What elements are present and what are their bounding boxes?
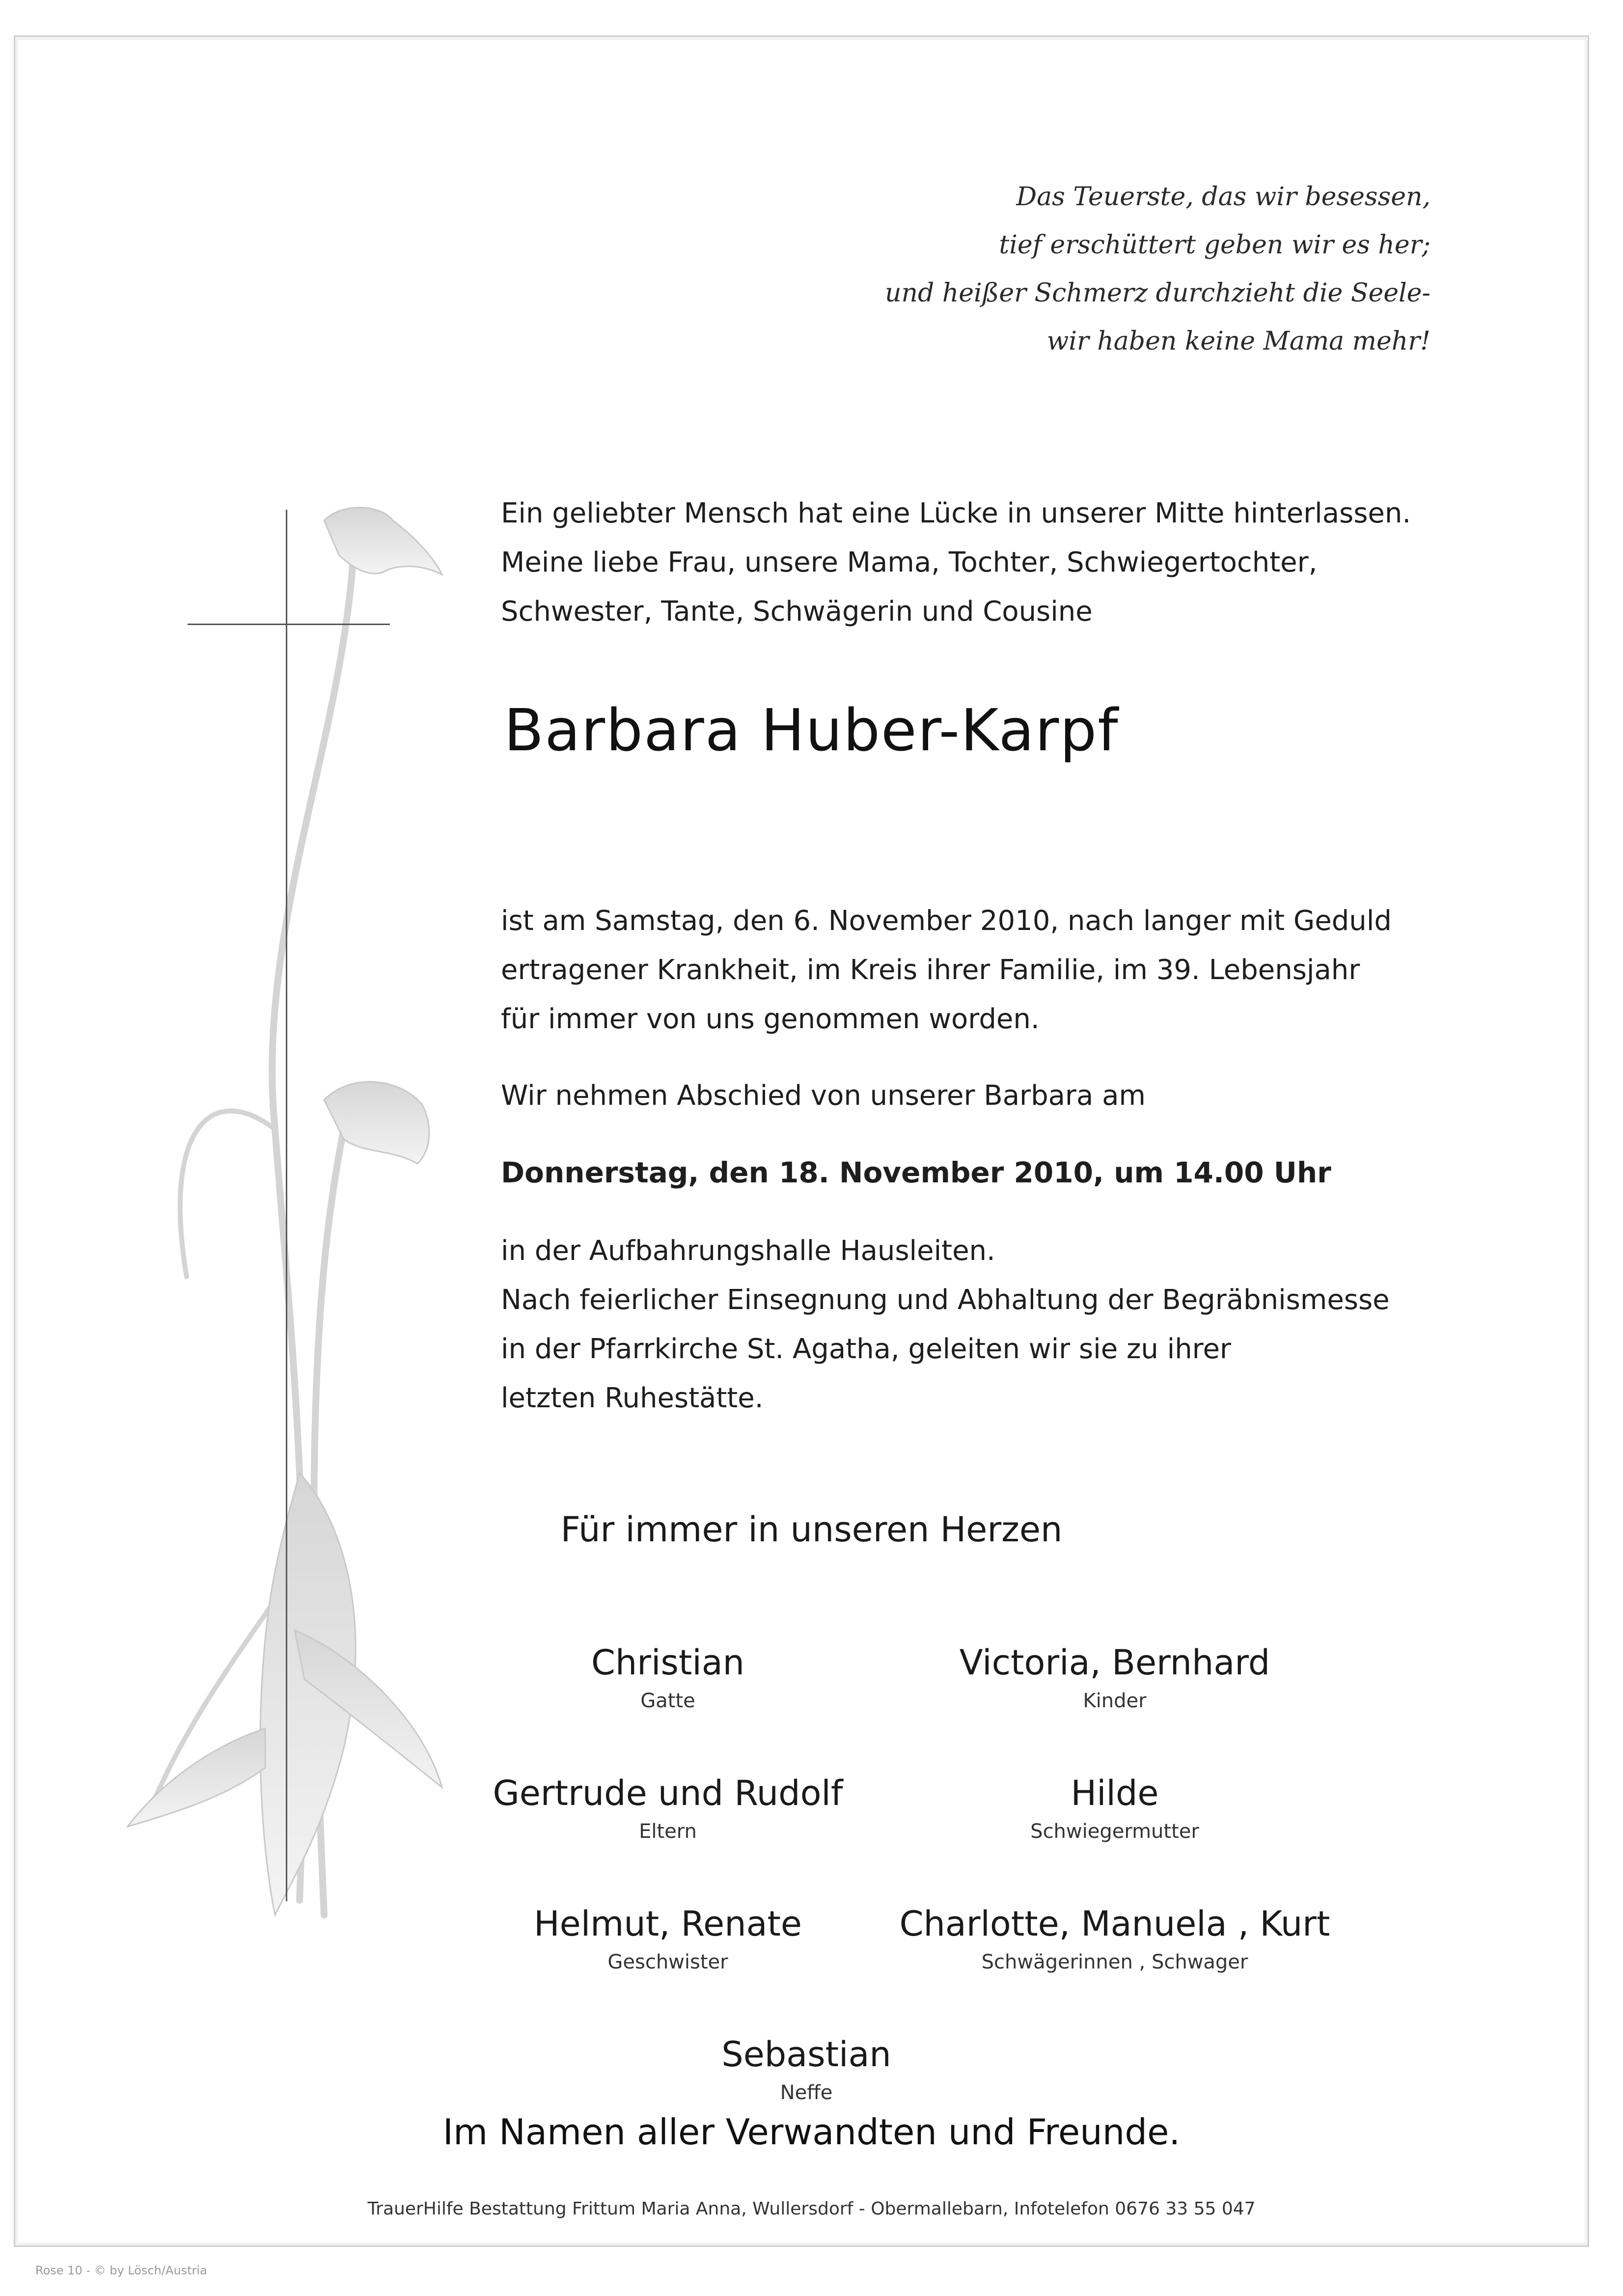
mourner-role: Eltern (639, 1820, 697, 1843)
mourner-name: Charlotte, Manuela , Kurt (899, 1904, 1330, 1944)
mourner-role: Gatte (640, 1690, 695, 1712)
death-notice-line: für immer von uns genommen worden. (501, 1003, 1040, 1035)
intro-paragraph (501, 489, 1411, 636)
mourner-entry (679, 2031, 934, 2107)
cross-horizontal-bar (188, 624, 390, 625)
funeral-date: Donnerstag, den 18. November 2010, um 14.00 Uhr (501, 1156, 1331, 1189)
death-notice (501, 897, 1392, 1044)
mourner-entry (869, 1770, 1360, 1846)
mourner-role: Geschwister (607, 1951, 728, 1973)
mourner-entry (869, 1639, 1360, 1716)
intro-line: Ein geliebter Mensch hat eine Lücke in unserer Mitte hinterlassen. (501, 497, 1411, 529)
mourner-name: Christian (591, 1642, 745, 1683)
mourner-role: Kinder (1083, 1690, 1147, 1712)
copyright-notice: Rose 10 - © by Lösch/Austria (35, 2264, 207, 2277)
death-notice-line: ertragener Krankheit, im Kreis ihrer Familie, im 39. Lebensjahr (501, 954, 1360, 986)
poem-line: Das Teuerste, das wir besessen, (1016, 182, 1430, 212)
rose-illustration (0, 0, 491, 2296)
death-notice-line: ist am Samstag, den 6. November 2010, nach langer mit Geduld (501, 905, 1392, 937)
farewell-line: Wir nehmen Abschied von unserer Barbara am (501, 1080, 1146, 1112)
intro-line: Schwester, Tante, Schwägerin und Cousine (501, 596, 1093, 628)
mourner-name: Sebastian (721, 2034, 891, 2075)
mourner-entry (869, 1900, 1360, 1977)
deceased-name: Barbara Huber-Karpf (504, 696, 1119, 764)
mourner-role: Schwiegermutter (1030, 1820, 1199, 1843)
hearts-line: Für immer in unseren Herzen (560, 1509, 1063, 1550)
mourner-name: Helmut, Renate (534, 1904, 802, 1944)
mourner-role: Schwägerinnen , Schwager (981, 1951, 1248, 1973)
ceremony-line: letzten Ruhestätte. (501, 1382, 764, 1414)
ceremony-details (501, 1227, 1390, 1423)
mourner-entry (422, 1770, 913, 1846)
poem-line: tief erschüttert geben wir es her; (999, 230, 1430, 260)
poem (743, 173, 1430, 365)
intro-line: Meine liebe Frau, unsere Mama, Tochter, Schwiegertochter, (501, 547, 1318, 578)
mourner-entry (422, 1900, 913, 1977)
ceremony-line: Nach feierlicher Einsegnung und Abhaltung der Begräbnismesse (501, 1284, 1390, 1316)
mourner-name: Hilde (1071, 1773, 1159, 1813)
ceremony-line: in der Pfarrkirche St. Agatha, geleiten wir sie zu ihrer (501, 1333, 1231, 1365)
closing-line: Im Namen aller Verwandten und Freunde. (442, 2111, 1181, 2153)
poem-line: und heißer Schmerz durchzieht die Seele- (884, 278, 1430, 308)
mourner-role: Neffe (780, 2081, 833, 2104)
poem-line: wir haben keine Mama mehr! (1046, 327, 1430, 356)
ceremony-line: in der Aufbahrungshalle Hausleiten. (501, 1235, 995, 1267)
mourner-name: Gertrude und Rudolf (493, 1773, 843, 1813)
mourner-entry (422, 1639, 913, 1716)
funeral-home-footer: TrauerHilfe Bestattung Frittum Maria Anna, Wullersdorf - Obermallebarn, Infotelefon 0676 33 55 047 (367, 2199, 1256, 2219)
mourner-name: Victoria, Bernhard (959, 1642, 1270, 1683)
